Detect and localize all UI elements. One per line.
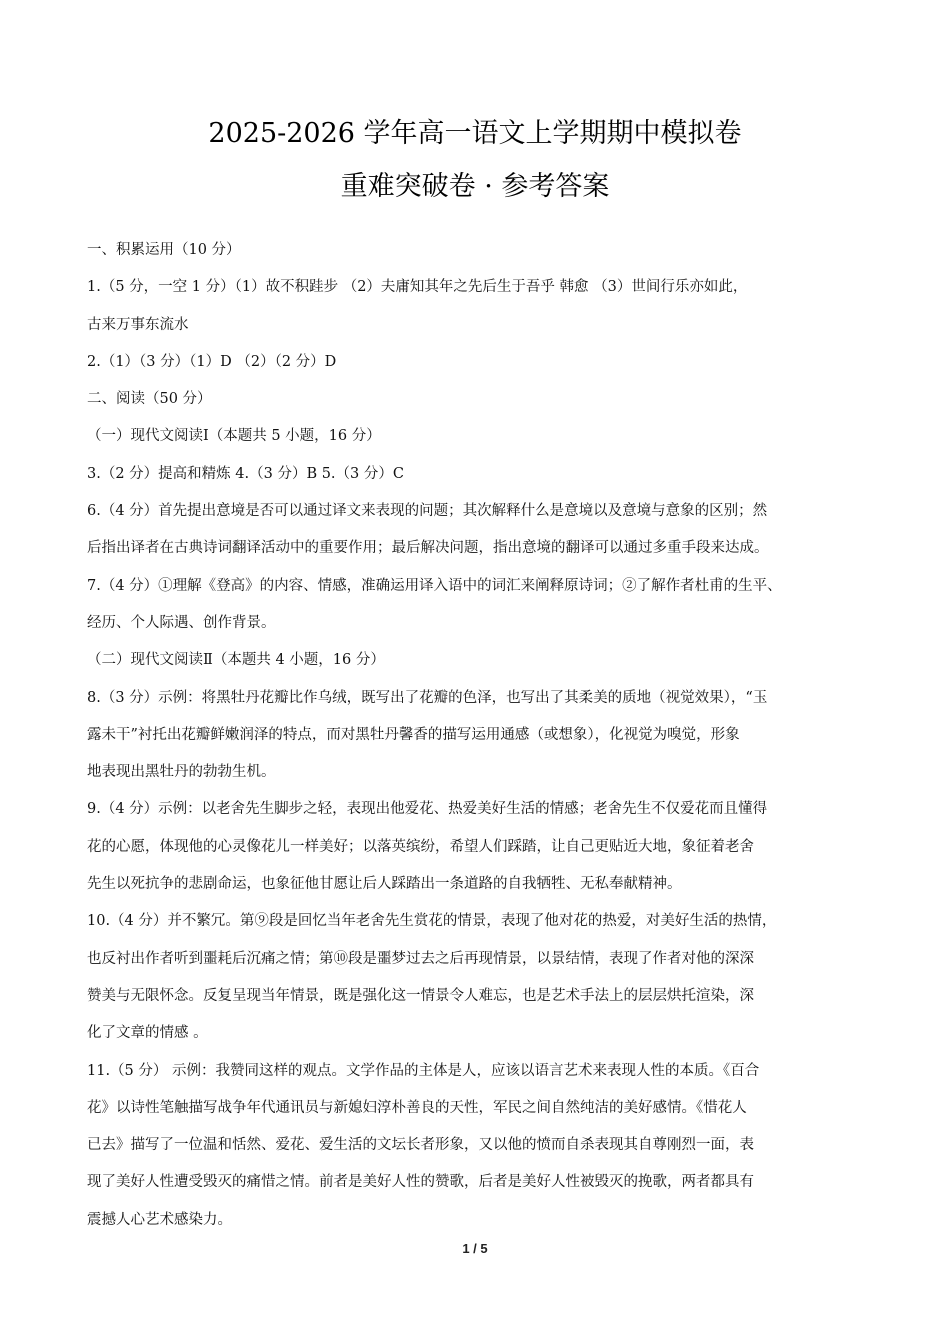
section-heading: 一、积累运用（10 分） — [87, 242, 241, 258]
answer-line: 8.（3 分）示例：将黑牡丹花瓣比作乌绒，既写出了花瓣的色泽，也写出了其柔美的质地（视觉效果），“玉 — [87, 689, 768, 706]
answer-content — [87, 232, 887, 1239]
answer-line: 11.（5 分） 示例：我赞同这样的观点。文学作品的主体是人，应该以语言艺术来表现人性的本质。《百合 — [87, 1062, 760, 1079]
answer-line: 10.（4 分）并不繁冗。第⑨段是回忆当年老舍先生赏花的情景，表现了他对花的热爱，对美好生活的热情， — [87, 913, 777, 930]
answer-line: 赞美与无限怀念。反复呈现当年情景，既是强化这一情景令人难忘，也是艺术手法上的层层烘托渲染，深 — [87, 987, 754, 1004]
answer-line: 2.（1）（3 分）（1）D （2）（2 分）D — [87, 353, 337, 370]
answer-line: 现了美好人性遭受毁灭的痛惜之情。前者是美好人性的赞歌，后者是美好人性被毁灭的挽歌，两者都具有 — [87, 1174, 754, 1191]
answer-line: 后指出译者在古典诗词翻译活动中的重要作用；最后解决问题，指出意境的翻译可以通过多重手段来达成。 — [87, 540, 769, 557]
answer-line: 6.（4 分）首先提出意境是否可以通过译文来表现的问题；其次解释什么是意境以及意境与意象的区别；然 — [87, 503, 768, 520]
page-subtitle: 重难突破卷 · 参考答案 — [340, 171, 610, 202]
answer-line: 花》以诗性笔触描写战争年代通讯员与新媳妇淳朴善良的天性，军民之间自然纯洁的美好感情。《惜花人 — [87, 1099, 747, 1116]
page-title: 2025-2026 学年高一语文上学期期中模拟卷 — [208, 118, 742, 149]
section-heading: 二、阅读（50 分） — [87, 391, 212, 408]
answer-line: 经历、个人际遇、创作背景。 — [87, 614, 276, 631]
answer-line: 7.（4 分）①理解《登高》的内容、情感，准确运用译入语中的词汇来阐释原诗词；②了解作者杜甫的生平、 — [87, 577, 782, 594]
answer-line: 已去》描写了一位温和恬然、爱花、爱生活的文坛长者形象，又以他的愤而自杀表现其自尊刚烈一面，表 — [87, 1137, 754, 1154]
answer-line: 1.（5 分，一空 1 分）（1）故不积跬步 （2）夫庸知其年之先后生于吾乎 韩愈 （3）世间行乐亦如此， — [87, 279, 748, 296]
subsection-heading: （一）现代文阅读Ⅰ（本题共 5 小题，16 分） — [87, 428, 381, 445]
answer-line: 3.（2 分）提高和精炼 4.（3 分）B 5.（3 分）C — [87, 465, 404, 482]
page-number: 1 / 5 — [462, 1241, 488, 1256]
answer-line: 露未干”衬托出花瓣鲜嫩润泽的特点，而对黑牡丹馨香的描写运用通感（或想象），化视觉为嗅觉，形象 — [87, 726, 740, 743]
answer-line: 古来万事东流水 — [87, 316, 189, 333]
answer-line: 先生以死抗争的悲剧命运，也象征他甘愿让后人踩踏出一条道路的自我牺牲、无私奉献精神。 — [87, 876, 682, 893]
answer-line: 震撼人心艺术感染力。 — [87, 1211, 232, 1228]
answer-line: 地表现出黑牡丹的勃勃生机。 — [87, 764, 276, 781]
subsection-heading: （二）现代文阅读Ⅱ（本题共 4 小题，16 分） — [87, 652, 385, 669]
answer-line: 化了文章的情感 。 — [87, 1025, 208, 1042]
answer-line: 也反衬出作者听到噩耗后沉痛之情；第⑩段是噩梦过去之后再现情景，以景结情，表现了作者对他的深深 — [87, 950, 754, 967]
answer-line: 花的心愿，体现他的心灵像花儿一样美好；以落英缤纷，希望人们踩踏，让自己更贴近大地，象征着老舍 — [87, 838, 754, 855]
answer-line: 9.（4 分）示例：以老舍先生脚步之轻，表现出他爱花、热爱美好生活的情感；老舍先生不仅爱花而且懂得 — [87, 801, 768, 818]
